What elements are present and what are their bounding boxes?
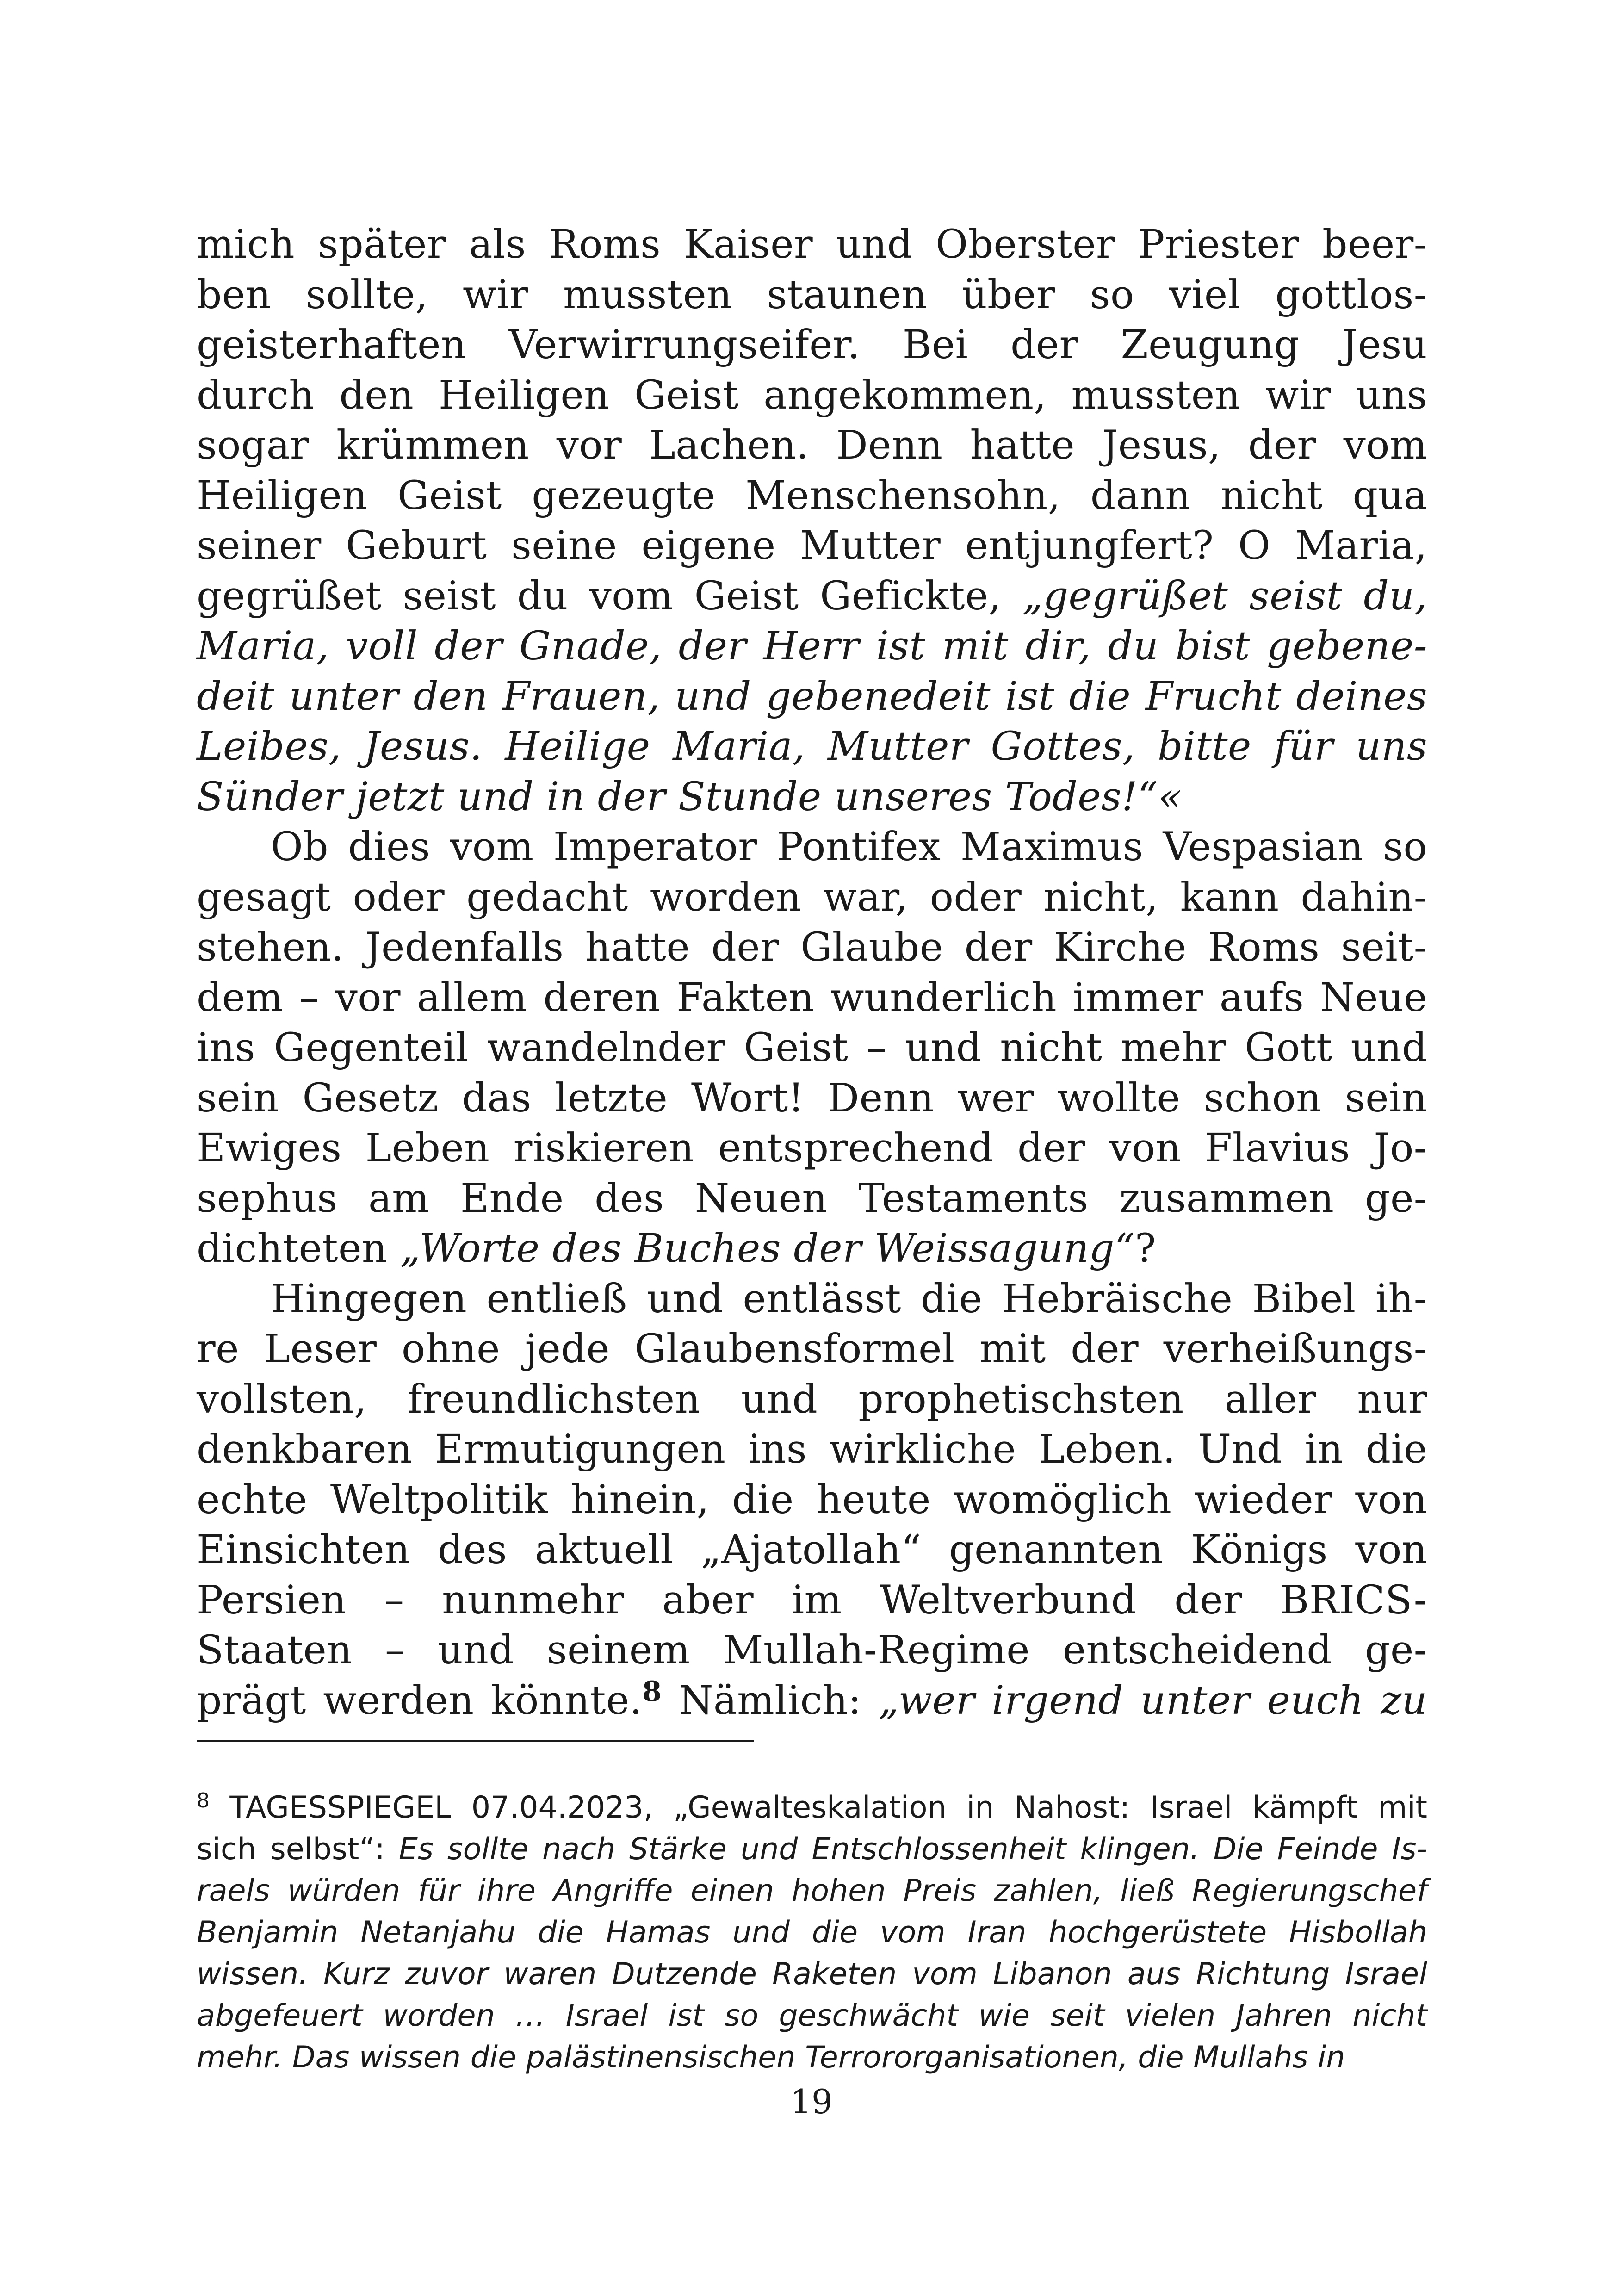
text-line: dem – vor allem deren Fakten wunderlich immer aufs Neue [197,974,1427,1021]
footnote-quote: Es sollte nach Stärke und Entschlossenheit klingen. Die Feinde Is- [398,1832,1427,1867]
footnote-source: TAGESSPIEGEL 07.04.2023, „Gewalteskalation in Nahost: Israel kämpft mit [210,1790,1427,1825]
quote-line: Leibes, Jesus. Heilige Maria, Mutter Gottes, bitte für uns [197,724,1427,769]
quote-line: Sünder jetzt und in der Stunde unseres Todes!“« [197,774,1183,820]
text-line: Staaten – und seinem Mullah-Regime entscheidend ge- [197,1627,1427,1673]
text-line: stehen. Jedenfalls hatte der Glaube der Kirche Roms seit- [197,925,1427,970]
text-line: sein Gesetz das letzte Wort! Denn wer wollte schon sein [197,1075,1427,1121]
footnote-line: mehr. Das wissen die palästinensischen Terrororganisationen, die Mullahs in [197,2040,1345,2075]
footnote-separator [197,1740,754,1742]
quote-line: Maria, voll der Gnade, der Herr ist mit dir, du bist gebene- [197,623,1427,669]
text-line: vollsten, freundlichsten und prophetischsten aller nur [197,1376,1427,1422]
footnote-line: abgefeuert worden … Israel ist so geschwächt wie seit vielen Jahren nicht [197,1998,1427,2033]
paragraph-start: Ob dies vom Imperator Pontifex Maximus Vespasian so [271,824,1427,870]
quote-segment: „gegrüßet seist du, [1022,573,1427,619]
text-line: denkbaren Ermutigungen ins wirkliche Leben. Und in die [197,1427,1427,1472]
paragraph-start: Hingegen entließ und entlässt die Hebräische Bibel ih- [271,1276,1427,1322]
text-line [197,1224,1427,1274]
footnote-line [197,1787,1427,1829]
text-line: geisterhaften Verwirrungseifer. Bei der Zeugung Jesu [197,322,1427,368]
footnote-line: wissen. Kurz zuvor waren Dutzende Raketen vom Libanon aus Richtung Israel [197,1957,1427,1992]
text-line: Einsichten des aktuell „Ajatollah“ genannten Königs von [197,1527,1427,1573]
footnote-number: 8 [197,1789,210,1812]
text-line: re Leser ohne jede Glaubensformel mit der verheißungs- [197,1326,1427,1372]
quote-segment: „Worte des Buches der Weissagung“ [400,1226,1135,1272]
footnote-line [197,1829,1427,1870]
text-line: echte Weltpolitik hinein, die heute womöglich wieder von [197,1477,1427,1523]
quote-line: deit unter den Frauen, und gebenedeit ist die Frucht deines [197,673,1427,720]
text-line: ben sollte, wir mussten staunen über so viel gottlos- [197,272,1427,318]
text-line: Ewiges Leben riskieren entsprechend der von Flavius Jo- [197,1125,1427,1171]
text-segment: dichteten [197,1226,400,1272]
quote-segment: „wer irgend unter euch zu [878,1677,1428,1724]
text-line: sephus am Ende des Neuen Testaments zusammen ge- [197,1175,1427,1222]
text-line: Persien – nunmehr aber im Weltverbund der BRICS- [197,1577,1427,1623]
text-line: durch den Heiligen Geist angekommen, mussten wir uns [197,372,1427,418]
text-line: ins Gegenteil wandelnder Geist – und nicht mehr Gott und [197,1025,1427,1071]
footnote-line: Benjamin Netanjahu die Hamas und die vom Iran hochgerüstete Hisbollah [197,1915,1427,1950]
text-segment: prägt werden könnte. [197,1677,643,1724]
footnote-source: sich selbst“: [197,1832,399,1867]
footnote-reference[interactable]: 8 [642,1675,662,1708]
footnote [197,1787,1427,2079]
body-text [197,220,1427,1726]
text-line [197,571,1427,622]
text-segment: gegrüßet seist du vom Geist Gefickte, [197,573,1002,619]
page-number: 19 [790,2082,833,2121]
footnote-line: raels würden für ihre Angriffe einen hohen Preis zahlen, ließ Regierungschef [197,1874,1427,1908]
text-line: gesagt oder gedacht worden war, oder nicht, kann dahin- [197,874,1427,920]
text-segment: Nämlich: [662,1677,879,1724]
text-line: seiner Geburt seine eigene Mutter entjungfert? O Maria, [197,523,1427,569]
text-line: mich später als Roms Kaiser und Oberster Priester beer- [197,222,1427,267]
text-line [197,1676,1427,1726]
text-segment: ? [1134,1226,1156,1272]
text-line: Heiligen Geist gezeugte Menschensohn, dann nicht qua [197,472,1427,519]
text-line: sogar krümmen vor Lachen. Denn hatte Jesus, der vom [197,422,1427,468]
